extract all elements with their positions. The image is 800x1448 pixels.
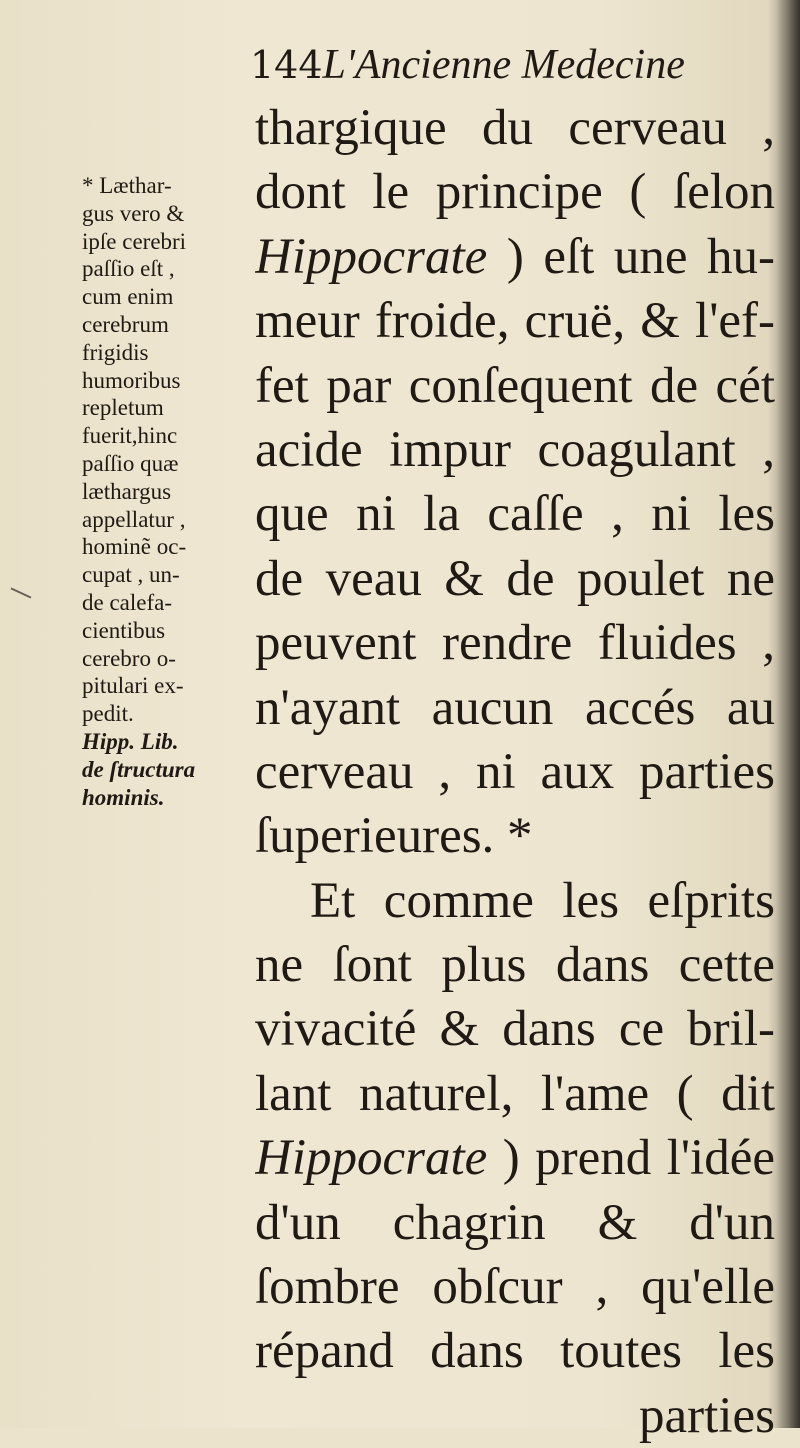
author-name-italic: Hippocrate — [255, 228, 488, 285]
margin-note-line: cupat , un- — [82, 562, 180, 588]
text-line: ſuperieures. * — [255, 808, 533, 865]
text-line: ſombre obſcur , qu'elle — [255, 1259, 775, 1316]
text-line: ne ſont plus dans cette — [255, 937, 775, 994]
text-line — [255, 1126, 775, 1190]
margin-note-line: cerebrum — [82, 311, 169, 337]
main-text — [255, 96, 775, 1448]
margin-note-line: gus vero & — [82, 200, 185, 226]
margin-reference: de ſtructura — [82, 756, 196, 782]
margin-note-line: pedit. — [82, 701, 134, 727]
text-line: thargique du cerveau , — [255, 100, 775, 156]
running-title: L'Ancienne Medecine — [322, 42, 685, 88]
text-line: de veau & de poulet ne — [255, 550, 775, 607]
text-line: n'ayant aucun accés au — [255, 679, 775, 736]
margin-reference: hominis. — [82, 784, 165, 810]
margin-note-line: paſſio quæ — [82, 450, 179, 476]
margin-reference: Hipp. Lib. — [82, 728, 179, 754]
text-line: vivacité & dans ce bril- — [255, 1001, 775, 1058]
margin-note-line: humoribus — [82, 367, 181, 393]
author-name-italic: Hippocrate — [255, 1130, 488, 1187]
text-fragment: ) prend l'idée — [487, 1130, 775, 1187]
margin-note-line: repletum — [82, 395, 164, 421]
text-line: fet par conſequent de cét — [255, 357, 775, 414]
catchword: parties — [639, 1387, 775, 1444]
margin-note-line: pitulari ex- — [82, 673, 184, 699]
text-line: cerveau , ni aux parties — [255, 743, 775, 800]
margin-note-line: ipſe cerebri — [82, 228, 187, 254]
page-number: 144 — [250, 43, 323, 87]
margin-note-line: frigidis — [82, 339, 149, 365]
text-line: répand dans toutes les — [255, 1323, 775, 1380]
text-fragment: ) eſt une hu- — [487, 228, 775, 285]
margin-note-line: paſſio eſt , — [82, 256, 175, 282]
margin-note-line: * Læthar- — [82, 173, 172, 198]
text-line: meur froide, cruë, & l'ef- — [255, 293, 775, 350]
text-line: que ni la caſſe , ni les — [255, 486, 775, 543]
margin-note-line: cientibus — [82, 617, 166, 643]
page-edge-shadow — [776, 0, 800, 1428]
text-line: Et comme les eſprits — [310, 872, 775, 929]
margin-note-line: de calefa- — [82, 589, 173, 615]
margin-note-line: fuerit,hinc — [82, 423, 178, 449]
text-line: peuvent rendre fluides , — [255, 615, 775, 672]
margin-note-line: hominẽ oc- — [82, 534, 187, 560]
text-line: dont le principe ( ſelon — [255, 164, 775, 221]
margin-note — [82, 172, 242, 811]
running-header — [250, 40, 685, 90]
text-line: lant naturel, l'ame ( dit — [255, 1065, 775, 1122]
margin-note-line: cerebro o- — [82, 645, 176, 671]
margin-note-line: cum enim — [82, 284, 174, 310]
text-line: acide impur coagulant , — [255, 421, 775, 478]
text-line: d'un chagrin & d'un — [255, 1194, 775, 1251]
margin-note-line: læthargus — [82, 478, 172, 504]
text-line — [255, 225, 775, 289]
margin-note-line: appellatur , — [82, 506, 186, 532]
